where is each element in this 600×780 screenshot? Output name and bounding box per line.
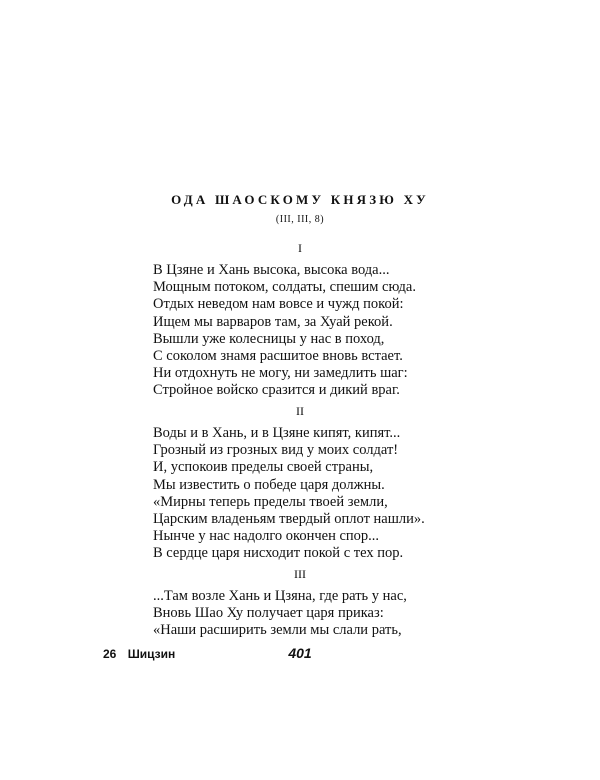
poem-line: В Цзяне и Хань высока, высока вода... [153, 262, 390, 278]
stanza-numeral-2: II [296, 404, 304, 418]
poem-subtitle: (III, III, 8) [275, 214, 325, 225]
poem-line: ...Там возле Хань и Цзяна, где рать у нас, [153, 588, 407, 604]
signature-number: 26 [103, 647, 117, 661]
stanza-1 [153, 262, 453, 400]
poem-line: Вышли уже колесницы у нас в поход, [153, 330, 385, 347]
poem-line: Ни отдохнуть не могу, ни замедлить шаг: [153, 365, 408, 382]
stanza-numeral-3: III [294, 567, 306, 581]
poem-line: Воды и в Хань, и в Цзяне кипят, кипят... [153, 425, 401, 441]
stanza-numeral-1: I [298, 241, 302, 255]
poem-line: Царским владеньям твердый оплот нашли». [153, 511, 425, 528]
poem-line: Ищем мы варваров там, за Хуай рекой. [153, 313, 393, 330]
poem-line: С соколом знамя расшитое вновь встает. [153, 348, 403, 365]
poem-line: Стройное войско сразится и дикий враг. [153, 382, 400, 399]
stanza-3 [153, 588, 453, 640]
poem-line: «Наши расширить земли мы слали рать, [153, 622, 402, 639]
poem-line: Вновь Шао Ху получает царя приказ: [153, 605, 384, 622]
poem-title: ОДА ШАОСКОМУ КНЯЗЮ ХУ [171, 192, 429, 207]
poem-line: «Мирны теперь пределы твоей земли, [153, 493, 388, 510]
poem-line: Мощным потоком, солдаты, спешим сюда. [153, 279, 416, 296]
poem-line: И, успокоив пределы своей страны, [153, 459, 374, 476]
poem-line: Мы известить о победе царя должны. [153, 476, 385, 493]
poem-line: Отдых неведом нам вовсе и чужд покой: [153, 296, 404, 313]
page-number: 401 [288, 645, 312, 661]
poem-line: Грозный из грозных вид у моих солдат! [153, 442, 399, 459]
stanza-2 [153, 425, 453, 563]
poem-line: В сердце царя нисходит покой с тех пор. [153, 545, 404, 562]
signature-name: Шицзин [127, 647, 176, 661]
poem-line: Нынче у нас надолго окончен спор... [153, 528, 380, 545]
